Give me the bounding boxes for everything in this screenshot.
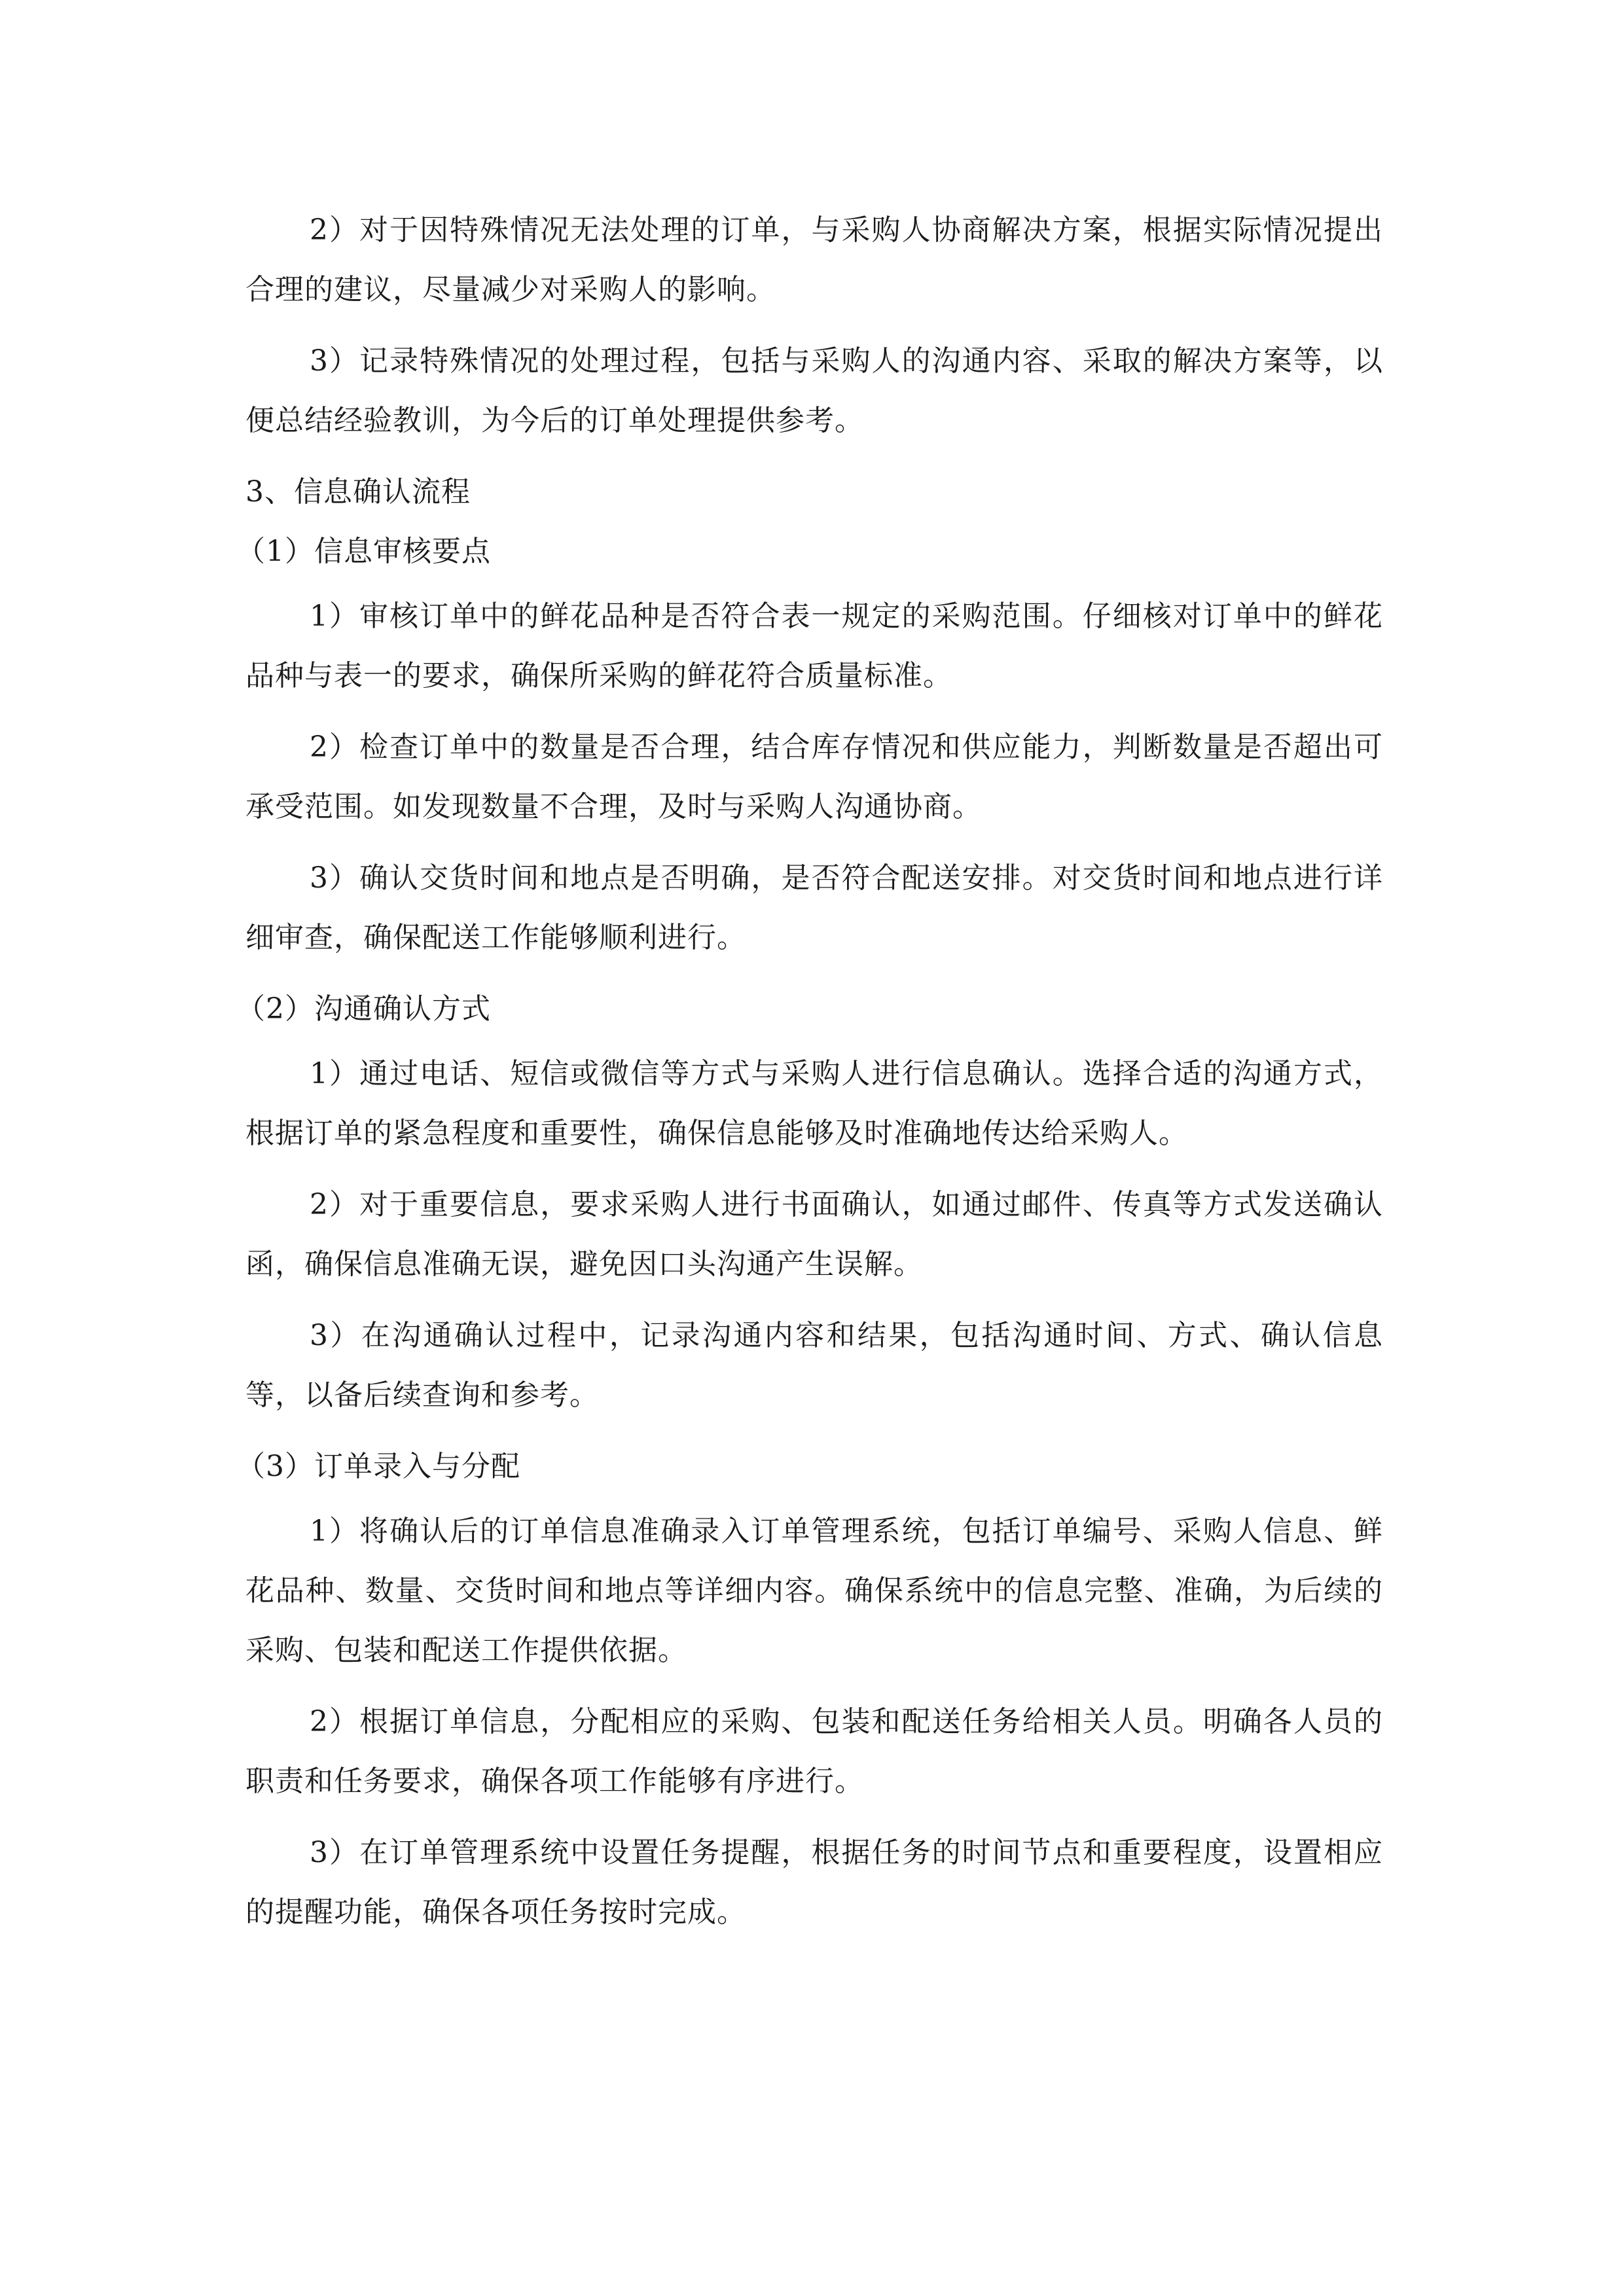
paragraph-special-case-negotiate: 2）对于因特殊情况无法处理的订单，与采购人协商解决方案，根据实际情况提出合理的建议，尽量减少对采购人的影响。 — [245, 213, 1383, 306]
paragraph-order-entry-system: 1）将确认后的订单信息准确录入订单管理系统，包括订单编号、采购人信息、鲜花品种、数量、交货时间和地点等详细内容。确保系统中的信息完整、准确，为后续的采购、包装和配送工作提供依据。 — [245, 1515, 1383, 1667]
paragraph-order-assign-tasks: 2）根据订单信息，分配相应的采购、包装和配送任务给相关人员。明确各人员的职责和任务要求，确保各项工作能够有序进行。 — [245, 1705, 1383, 1798]
paragraph-communication-record: 3）在沟通确认过程中，记录沟通内容和结果，包括沟通时间、方式、确认信息等，以备后续查询和参考。 — [245, 1319, 1383, 1412]
paragraph-review-variety: 1）审核订单中的鲜花品种是否符合表一规定的采购范围。仔细核对订单中的鲜花品种与表一的要求，确保所采购的鲜花符合质量标准。 — [245, 600, 1383, 692]
paragraph-review-delivery: 3）确认交货时间和地点是否明确，是否符合配送安排。对交货时间和地点进行详细审查，确保配送工作能够顺利进行。 — [245, 861, 1383, 954]
paragraph-special-case-record: 3）记录特殊情况的处理过程，包括与采购人的沟通内容、采取的解决方案等，以便总结经验教训，为今后的订单处理提供参考。 — [245, 344, 1383, 437]
subheading-review-points: （1）信息审核要点 — [236, 535, 491, 568]
subheading-order-entry: （3）订单录入与分配 — [236, 1450, 520, 1483]
subheading-communication: （2）沟通确认方式 — [236, 992, 491, 1026]
paragraph-communication-channels: 1）通过电话、短信或微信等方式与采购人进行信息确认。选择合适的沟通方式，根据订单的紧急程度和重要性，确保信息能够及时准确地传达给采购人。 — [245, 1057, 1383, 1150]
paragraph-review-quantity: 2）检查订单中的数量是否合理，结合库存情况和供应能力，判断数量是否超出可承受范围。如发现数量不合理，及时与采购人沟通协商。 — [245, 730, 1383, 823]
paragraph-order-reminders: 3）在订单管理系统中设置任务提醒，根据任务的时间节点和重要程度，设置相应的提醒功能，确保各项任务按时完成。 — [245, 1836, 1383, 1929]
paragraph-communication-written: 2）对于重要信息，要求采购人进行书面确认，如通过邮件、传真等方式发送确认函，确保信息准确无误，避免因口头沟通产生误解。 — [245, 1188, 1383, 1281]
document-body — [236, 200, 1383, 1954]
section-heading-info-confirmation: 3、信息确认流程 — [245, 475, 471, 509]
